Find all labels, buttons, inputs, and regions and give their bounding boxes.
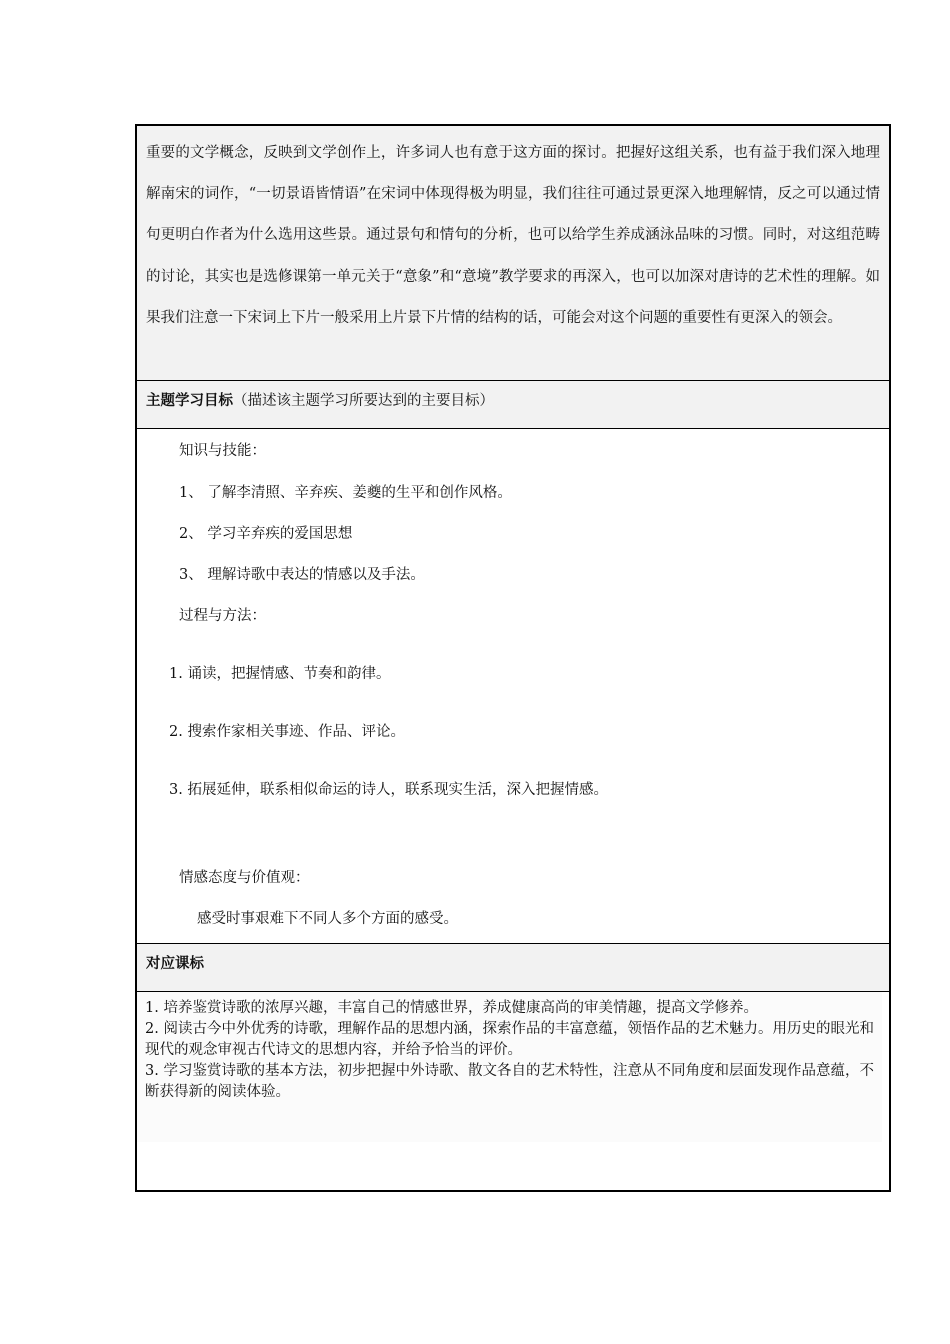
standard-item: 1. 培养鉴赏诗歌的浓厚兴趣，丰富自己的情感世界，养成健康高尚的审美情趣，提高文学修养。: [145, 1000, 758, 1016]
goals-header-note: （描述该主题学习所要达到的主要目标）: [233, 393, 494, 409]
process-item: 3. 拓展延伸，联系相似命运的诗人，联系现实生活，深入把握情感。: [169, 782, 608, 798]
knowledge-heading: 知识与技能：: [179, 443, 266, 459]
goals-header-cell: [137, 381, 889, 429]
values-text: 感受时事艰难下不同人多个方面的感受。: [197, 911, 458, 927]
intro-text: 重要的文学概念，反映到文学创作上，许多词人也有意于这方面的探讨。把握好这组关系，也有益于我们深入地理解南宋的词作，“一切景语皆情语”在宋词中体现得极为明显，我们往往可通过景更深入地理解情，反之可以通过情句更明白作者为什么选用这些景。通过景句和情句的分析，也可以给学生养成涵泳品味的习惯。同时，对这组范畴的讨论，其实也是选修课第一单元关于“意象”和“意境”教学要求的再深入，也可以加深对唐诗的艺术性的理解。如果我们注意一下宋词上下片一般采用上片景下片情的结构的话，可能会对这个问题的重要性有更深入的领会。: [146, 145, 880, 326]
standards-list: [137, 992, 882, 1142]
process-heading: 过程与方法：: [179, 608, 266, 624]
standards-header-cell: [137, 944, 889, 992]
standard-item: 2. 阅读古今中外优秀的诗歌，理解作品的思想内涵，探索作品的丰富意蕴，领悟作品的艺术魅力。用历史的眼光和现代的观念审视古代诗文的思想内容，并给予恰当的评价。: [145, 1021, 874, 1058]
standard-item: 3. 学习鉴赏诗歌的基本方法，初步把握中外诗歌、散文各自的艺术特性，注意从不同角度和层面发现作品意蕴，不断获得新的阅读体验。: [145, 1063, 874, 1100]
knowledge-item: 2、 学习辛弃疾的爱国思想: [179, 526, 353, 542]
knowledge-item: 3、 理解诗歌中表达的情感以及手法。: [179, 567, 425, 583]
goals-cell: [137, 429, 889, 944]
lesson-plan-table: [135, 124, 891, 1192]
values-heading: 情感态度与价值观：: [179, 870, 310, 886]
standards-header-title: 对应课标: [146, 956, 204, 972]
standards-cell: [137, 992, 889, 1192]
goals-header-title: 主题学习目标: [146, 393, 233, 409]
knowledge-item: 1、 了解李清照、辛弃疾、姜夔的生平和创作风格。: [179, 485, 512, 501]
process-item: 1. 诵读，把握情感、节奏和韵律。: [169, 666, 391, 682]
process-item: 2. 搜索作家相关事迹、作品、评论。: [169, 724, 405, 740]
intro-cell: [137, 126, 889, 381]
